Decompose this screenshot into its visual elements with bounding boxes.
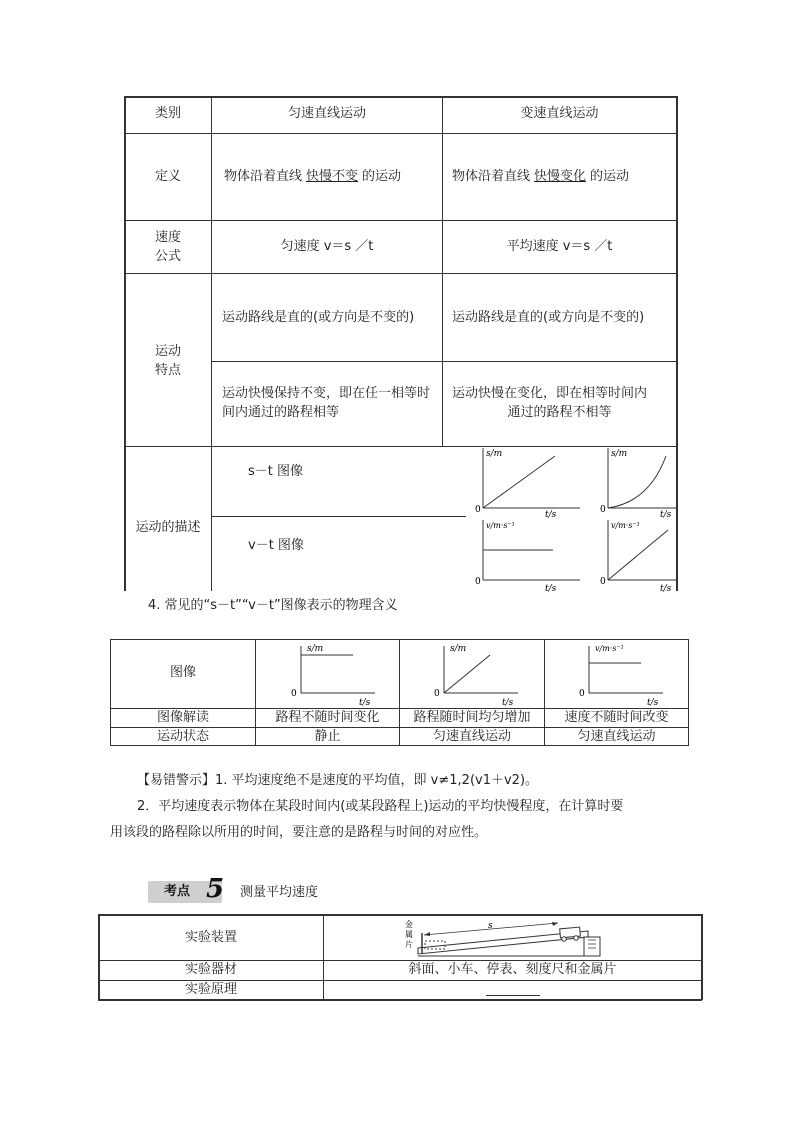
row-label-read: 图像解读: [156, 710, 209, 725]
incline-apparatus-image: [400, 915, 610, 960]
read-col3: 速度不随时间改变: [564, 710, 669, 725]
state-col2: 匀速直线运动: [432, 729, 511, 744]
s-axis-label: s/m: [307, 644, 324, 654]
s-axis-label: s/m: [486, 449, 503, 459]
t-axis-label: t/s: [660, 584, 672, 592]
formula-variable: 平均速度 v＝s ／t: [506, 239, 613, 254]
section-4-title: 4. 常见的“s－t”“v－t”图像表示的物理含义: [148, 598, 398, 613]
path-variable: 运动路线是直的(或方向是不变的): [452, 310, 645, 325]
t-axis-label: t/s: [359, 698, 371, 708]
t-axis-label: t/s: [660, 510, 672, 520]
warning-line1: 【易错警示】1. 平均速度绝不是速度的平均值，即 v≠1,2(v1＋v2)。: [137, 773, 539, 788]
label-principle: 实验原理: [184, 982, 237, 997]
read-col2: 路程随时间均匀增加: [413, 710, 531, 725]
row-label-features-2: 特点: [154, 363, 181, 378]
speed-variable-line2: 通过的路程不相等: [507, 405, 612, 420]
origin-label: 0: [434, 689, 440, 699]
row-label-speed-1: 速度: [154, 230, 181, 245]
t-axis-label: t/s: [545, 584, 557, 592]
definition-uniform: 物体沿着直线 快慢不变 的运动: [224, 169, 402, 184]
header-uniform: 匀速直线运动: [287, 106, 366, 121]
warning-line2: 2．平均速度表示物体在某段时间内(或某段路程上)运动的平均快慢程度，在计算时要: [137, 799, 624, 814]
row-label-features-1: 运动: [154, 344, 181, 359]
row-label-definition: 定义: [154, 169, 181, 184]
row-label-description: 运动的描述: [135, 520, 201, 535]
warning-line3: 用该段的路程除以所用的时间，要注意的是路程与时间的对应性。: [110, 825, 488, 840]
label-apparatus: 实验装置: [184, 930, 237, 945]
read-col1: 路程不随时间变化: [275, 710, 380, 725]
definition-variable: 物体沿着直线 快慢变化 的运动: [452, 169, 630, 184]
path-uniform: 运动路线是直的(或方向是不变的): [222, 310, 415, 325]
principle-blank: [486, 995, 540, 996]
v-axis-label: v/m·s⁻¹: [486, 521, 515, 530]
v-axis-label: v/m·s⁻¹: [611, 521, 640, 530]
kaodian-number: 5: [206, 874, 225, 904]
kaodian-title: 测量平均速度: [240, 885, 319, 900]
s-axis-label: s/m: [611, 449, 628, 459]
origin-label: 0: [291, 689, 297, 699]
speed-variable-line1: 运动快慢在变化，即在相等时间内: [452, 386, 648, 401]
s-axis-label: s/m: [450, 644, 467, 654]
metal-label-1: 金: [405, 920, 413, 929]
origin-label: 0: [475, 577, 481, 587]
speed-uniform-line2: 间内通过的路程相等: [222, 405, 340, 420]
origin-label: 0: [600, 577, 606, 587]
value-equipment: 斜面、小车、停表、刻度尺和金属片: [408, 962, 617, 977]
formula-uniform: 匀速度 v＝s ／t: [280, 239, 374, 254]
header-category: 类别: [154, 106, 181, 121]
v-axis-label: v/m·s⁻¹: [595, 644, 624, 653]
warning-tag: 【易错警示】: [137, 773, 216, 788]
row-label-speed-2: 公式: [154, 249, 181, 264]
s-label: s: [488, 921, 493, 931]
origin-label: 0: [579, 689, 585, 699]
vt-graph-label: v－t 图像: [248, 538, 304, 553]
st-graph-label: s－t 图像: [248, 464, 304, 479]
label-equipment: 实验器材: [184, 962, 237, 977]
speed-uniform-line1: 运动快慢保持不变，即在任一相等时: [222, 386, 431, 401]
row-label-image: 图像: [169, 665, 196, 680]
kaodian-badge-text: 考点: [164, 884, 191, 899]
state-col1: 静止: [314, 729, 341, 744]
t-axis-label: t/s: [545, 510, 557, 520]
header-variable: 变速直线运动: [520, 106, 599, 121]
state-col3: 匀速直线运动: [577, 729, 656, 744]
origin-label: 0: [600, 505, 606, 515]
metal-label-2: 属: [405, 930, 413, 939]
row-label-state: 运动状态: [156, 729, 209, 744]
t-axis-label: t/s: [502, 698, 514, 708]
origin-label: 0: [475, 505, 481, 515]
t-axis-label: t/s: [647, 698, 659, 708]
metal-label-3: 片: [405, 940, 413, 949]
